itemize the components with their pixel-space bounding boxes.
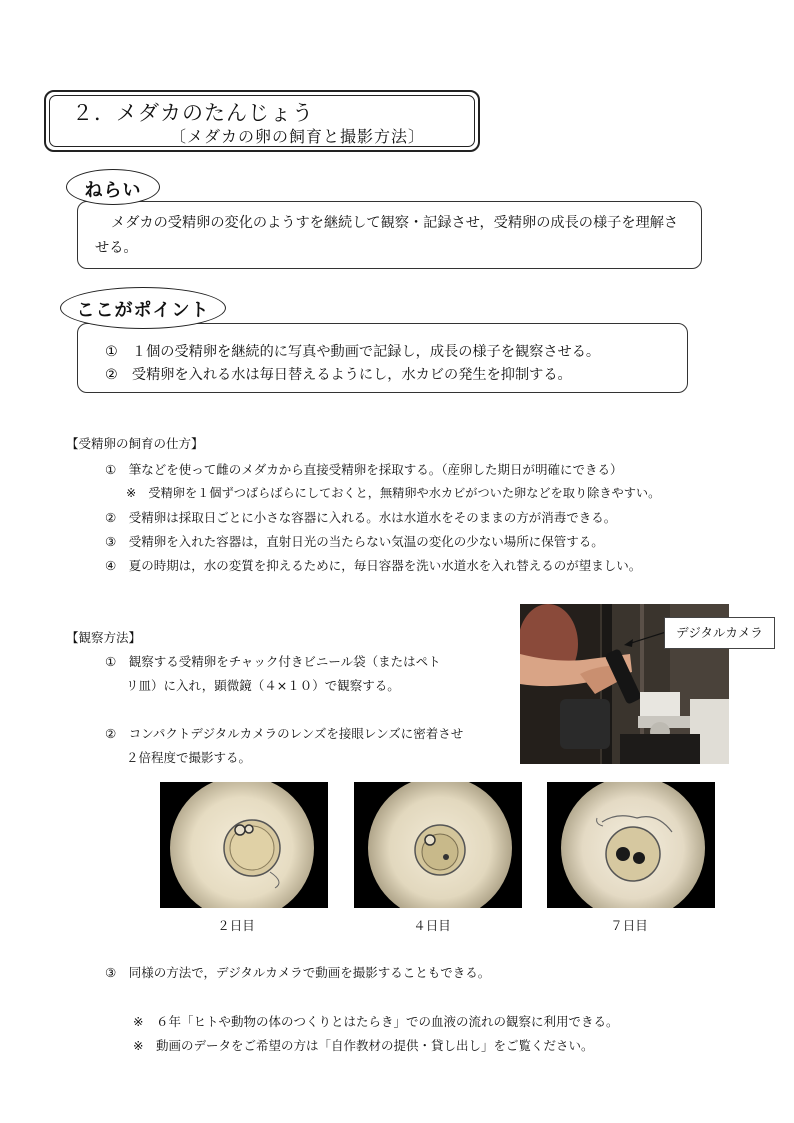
callout-arrow <box>620 628 670 652</box>
observation-item: ② コンパクトデジタルカメラのレンズを接眼レンズに密着させ <box>105 726 464 741</box>
page-title: ２．メダカのたんじょう <box>72 101 314 125</box>
rearing-item: ④ 夏の時期は，水の変質を抑えるために，毎日容器を洗い水道水を入れ替えるのが望ましい。 <box>105 558 642 573</box>
camera-callout: デジタルカメラ <box>664 617 775 649</box>
rearing-note: ※ 受精卵を１個ずつばらばらにしておくと，無精卵や水カビがついた卵などを取り除きやすい。 <box>126 486 661 500</box>
photo-caption: ２日目 <box>217 918 255 933</box>
point-item: ① １個の受精卵を継続的に写真や動画で記録し，成長の様子を観察させる。 <box>105 344 601 360</box>
note: ※ ６年「ヒトや動物の体のつくりとはたらき」での血液の流れの観察に利用できる。 <box>133 1014 619 1029</box>
photo-caption: ４日目 <box>413 918 451 933</box>
rearing-heading: 【受精卵の飼育の仕方】 <box>66 436 204 451</box>
egg-photo-day2 <box>160 782 328 908</box>
observation-item: ① 観察する受精卵をチャック付きビニール袋（またはペト <box>105 654 441 669</box>
observation-item-cont: リ皿）に入れ，顕微鏡（４×１０）で観察する。 <box>126 678 400 693</box>
rearing-item: ① 筆などを使って雌のメダカから直接受精卵を採取する。（産卵した期日が明確にできる） <box>105 462 623 477</box>
rearing-item: ③ 受精卵を入れた容器は，直射日光の当たらない気温の変化の少ない場所に保管する。 <box>105 534 604 549</box>
aim-text: メダカの受精卵の変化のようすを継続して観察・記録させ，受精卵の成長の様子を理解させる。 <box>95 215 679 256</box>
observation-item-cont: ２倍程度で撮影する。 <box>126 750 252 765</box>
egg-photo-day7 <box>547 782 715 908</box>
observation-heading: 【観察方法】 <box>66 630 142 645</box>
point-label: ここがポイント <box>76 300 210 321</box>
aim-label: ねらい <box>84 180 142 201</box>
point-item: ② 受精卵を入れる水は毎日替えるようにし，水カビの発生を抑制する。 <box>105 367 572 383</box>
observation-item: ③ 同様の方法で，デジタルカメラで動画を撮影することもできる。 <box>105 965 491 980</box>
photo-caption: ７日目 <box>610 918 648 933</box>
page-subtitle: 〔メダカの卵の飼育と撮影方法〕 <box>170 127 426 146</box>
rearing-item: ② 受精卵は採取日ごとに小さな容器に入れる。水は水道水をそのままの方が消毒できる。 <box>105 510 617 525</box>
egg-photo-day4 <box>354 782 522 908</box>
note: ※ 動画のデータをご希望の方は「自作教材の提供・貸し出し」をご覧ください。 <box>133 1038 594 1053</box>
